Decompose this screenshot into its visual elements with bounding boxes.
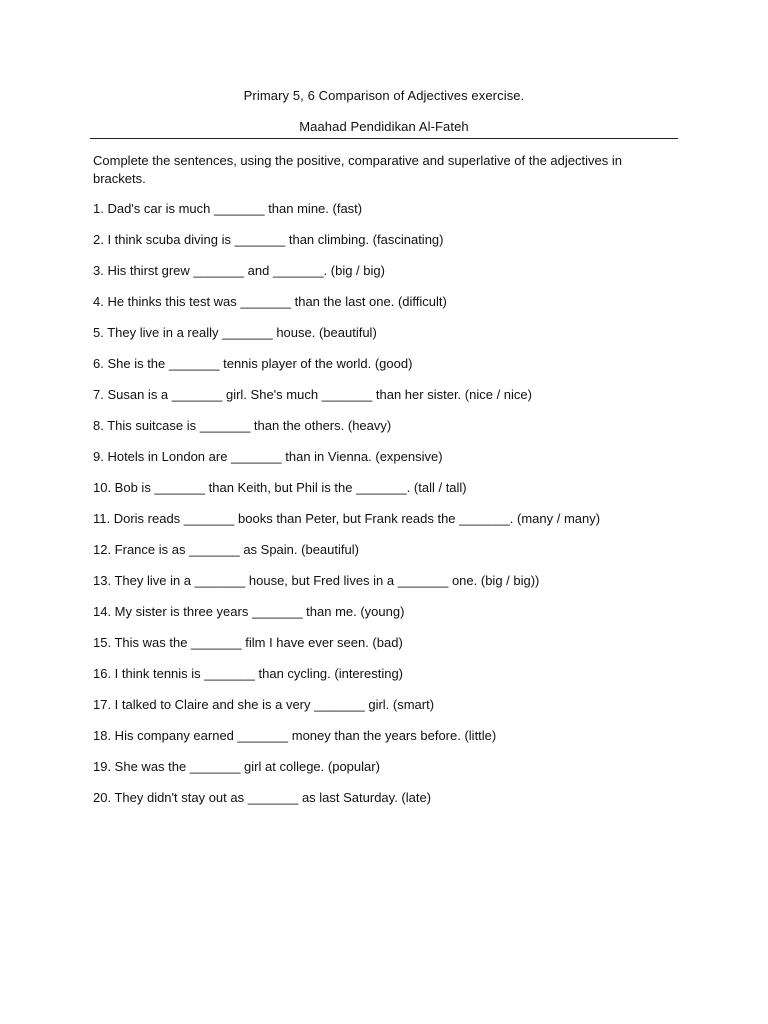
question-item: 20. They didn't stay out as _______ as last Saturday. (late) xyxy=(93,790,432,805)
question-item: 17. I talked to Claire and she is a very _______ girl. (smart) xyxy=(93,697,435,712)
question-item: 3. His thirst grew _______ and _______. (big / big) xyxy=(93,263,385,278)
worksheet-title: Primary 5, 6 Comparison of Adjectives exercise. xyxy=(243,88,525,103)
question-item: 7. Susan is a _______ girl. She's much _______ than her sister. (nice / nice) xyxy=(93,387,532,402)
question-item: 12. France is as _______ as Spain. (beautiful) xyxy=(93,542,359,557)
question-item: 8. This suitcase is _______ than the others. (heavy) xyxy=(93,418,392,433)
school-name: Maahad Pendidikan Al-Fateh xyxy=(299,119,469,134)
question-item: 11. Doris reads _______ books than Peter, but Frank reads the _______. (many / many) xyxy=(93,511,601,526)
question-item: 4. He thinks this test was _______ than the last one. (difficult) xyxy=(93,294,447,309)
question-item: 1. Dad's car is much _______ than mine. (fast) xyxy=(93,201,363,216)
question-item: 18. His company earned _______ money than the years before. (little) xyxy=(93,728,497,743)
question-item: 9. Hotels in London are _______ than in Vienna. (expensive) xyxy=(93,449,443,464)
question-item: 5. They live in a really _______ house. (beautiful) xyxy=(93,325,377,340)
question-item: 19. She was the _______ girl at college. (popular) xyxy=(93,759,380,774)
instructions-text: Complete the sentences, using the positive, comparative and superlative of the adjectives in brackets. xyxy=(93,153,622,186)
question-item: 15. This was the _______ film I have ever seen. (bad) xyxy=(93,635,403,650)
question-list xyxy=(93,201,683,821)
question-item: 2. I think scuba diving is _______ than climbing. (fascinating) xyxy=(93,232,444,247)
header-divider xyxy=(90,138,678,139)
question-item: 6. She is the _______ tennis player of the world. (good) xyxy=(93,356,413,371)
question-item: 16. I think tennis is _______ than cycling. (interesting) xyxy=(93,666,404,681)
question-item: 14. My sister is three years _______ than me. (young) xyxy=(93,604,405,619)
question-item: 10. Bob is _______ than Keith, but Phil is the _______. (tall / tall) xyxy=(93,480,467,495)
question-item: 13. They live in a _______ house, but Fred lives in a _______ one. (big / big)) xyxy=(93,573,540,588)
